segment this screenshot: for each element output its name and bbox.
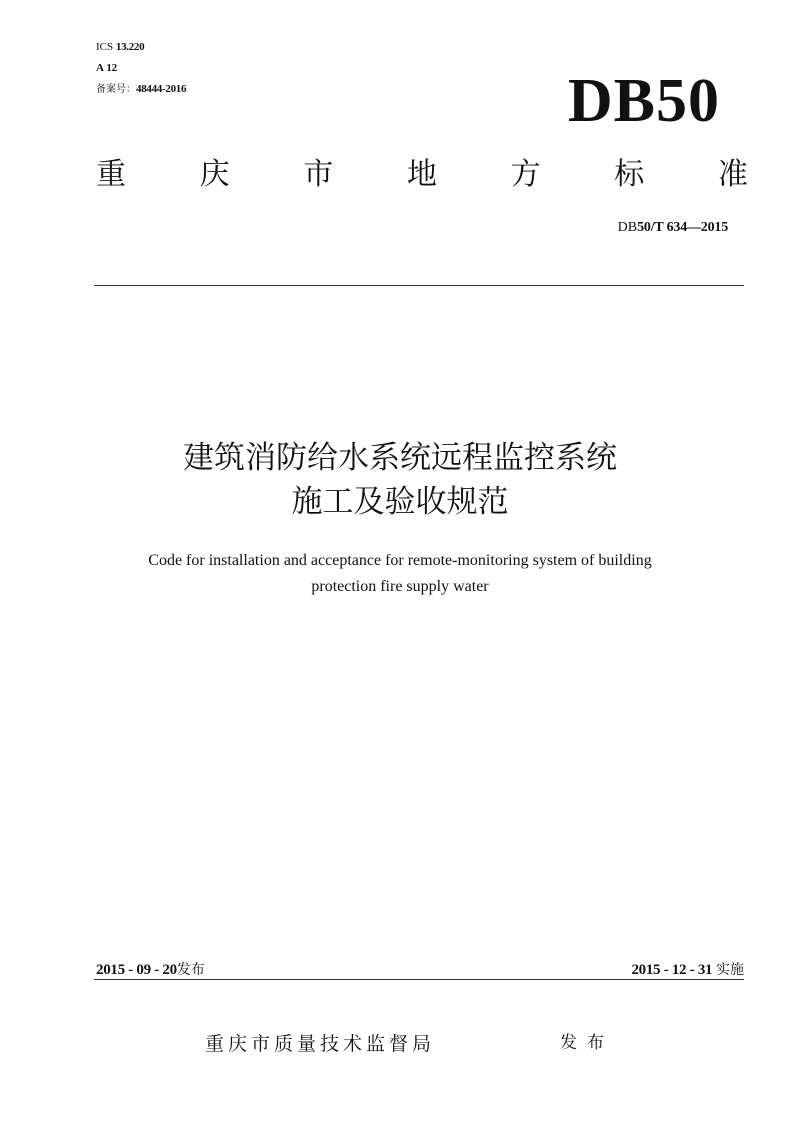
- title-english-line-1: Code for installation and acceptance for remote-monitoring system of building: [148, 552, 652, 569]
- bottom-divider: [94, 979, 744, 980]
- classification-label: A: [96, 62, 104, 74]
- standard-type-heading: [96, 156, 748, 194]
- standard-type-char: 重: [96, 157, 126, 192]
- db50-logo: DB50: [567, 67, 720, 135]
- standard-type-char: 方: [510, 157, 541, 192]
- issue-date: [96, 960, 205, 980]
- title-english-line-2: protection fire supply water: [311, 578, 489, 595]
- title-chinese-line-2: 施工及验收规范: [291, 484, 509, 520]
- ics-code: [96, 41, 144, 54]
- ics-label: ICS: [96, 41, 114, 53]
- title-chinese-line-1: 建筑消防给水系统远程监控系统: [183, 440, 617, 476]
- ics-value: 13.220: [115, 41, 145, 53]
- issue-date-value: 2015 - 09 - 20: [96, 962, 177, 978]
- implementation-date: [631, 960, 744, 980]
- standard-type-char: 地: [406, 157, 437, 192]
- issuing-action: 发布: [560, 1033, 614, 1053]
- top-divider: [94, 285, 744, 286]
- standard-number: [500, 219, 728, 237]
- classification-code: [96, 62, 117, 75]
- standard-type-char: 庆: [199, 157, 230, 192]
- implementation-date-value: 2015 - 12 - 31: [631, 962, 713, 978]
- implementation-date-label: 实施: [716, 962, 744, 978]
- standard-number-prefix: DB: [617, 220, 638, 235]
- issue-date-label: 发布: [176, 962, 205, 978]
- standard-type-char: 标: [614, 157, 645, 192]
- standard-type-char: 市: [303, 157, 334, 192]
- filing-value: 48444-2016: [136, 83, 187, 95]
- issuing-authority: 重庆市质量技术监督局: [205, 1033, 436, 1055]
- filing-number: [96, 83, 186, 96]
- standard-type-char: 准: [717, 157, 748, 192]
- classification-value: 12: [106, 62, 117, 74]
- filing-label: 备案号：: [96, 84, 136, 95]
- standard-number-code: 50/T 634—2015: [637, 220, 728, 235]
